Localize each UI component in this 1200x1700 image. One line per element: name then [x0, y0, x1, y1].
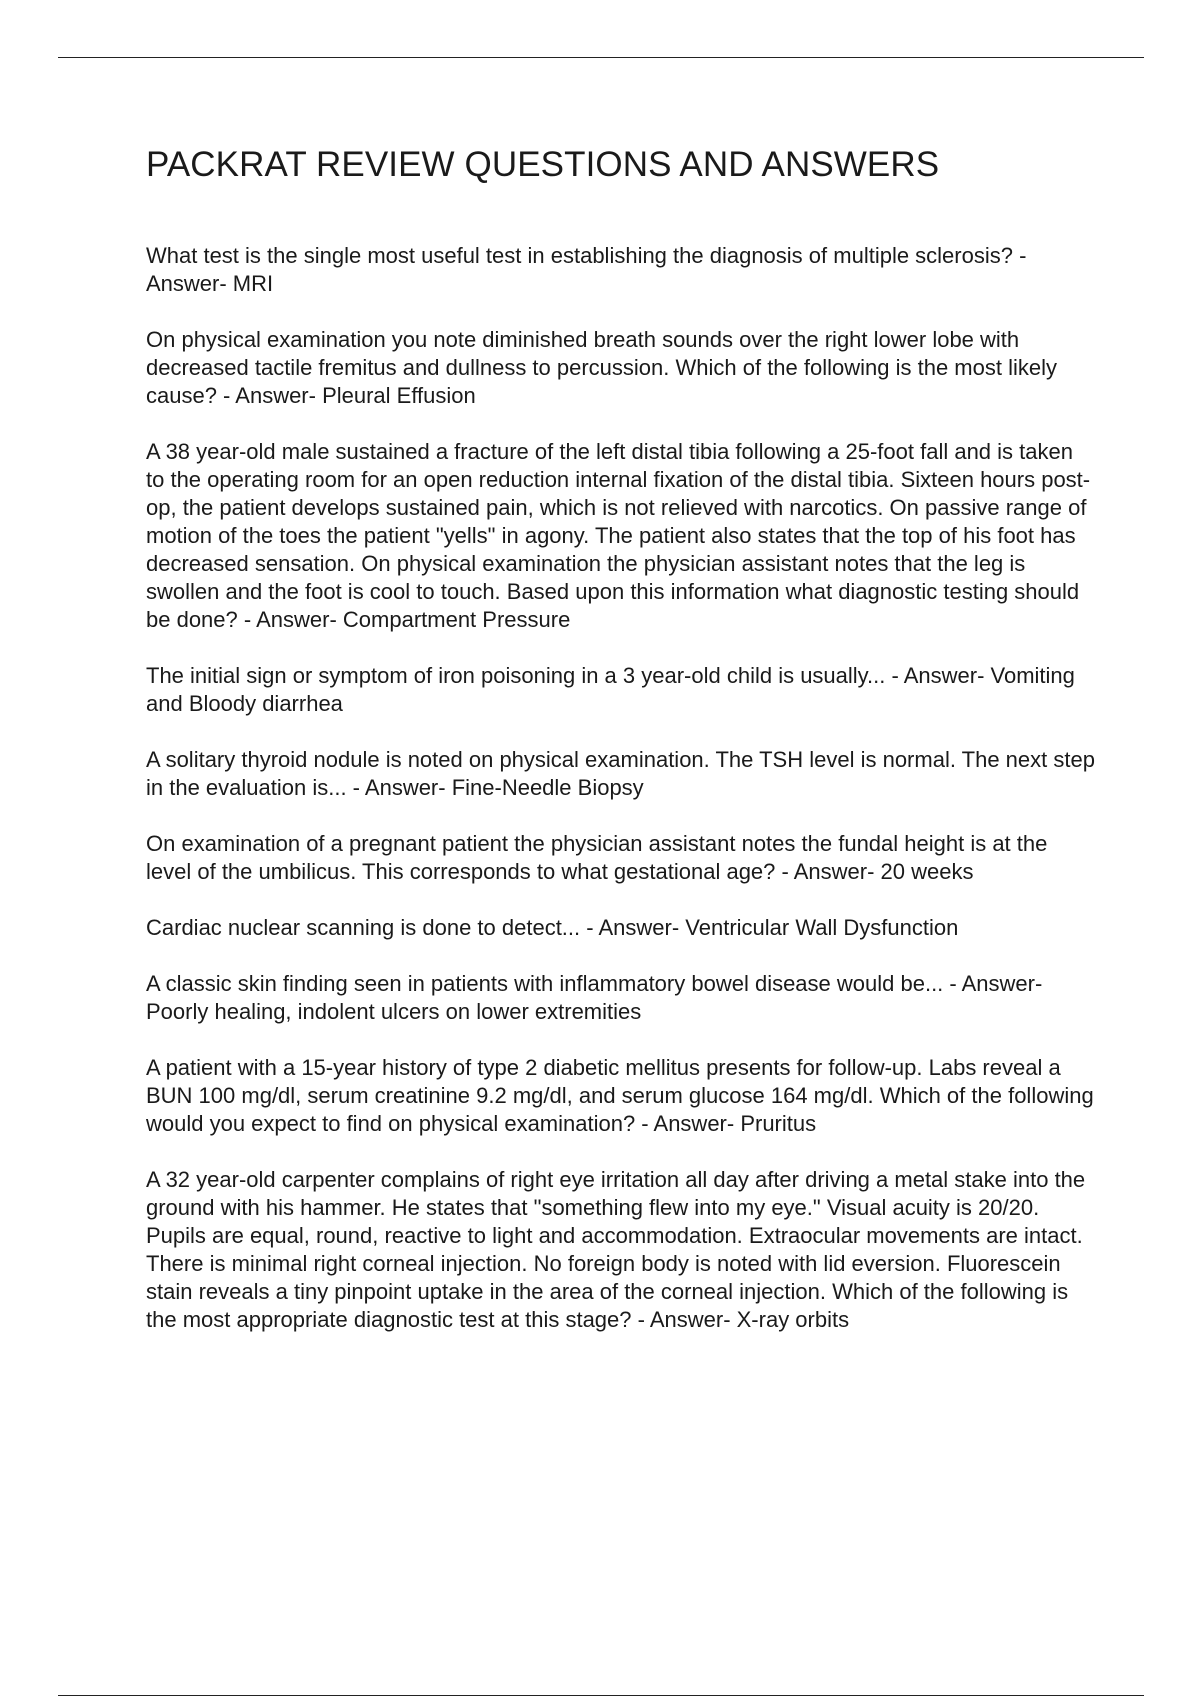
qa-item-1: What test is the single most useful test in establishing the diagnosis of multiple sclerosis? - Answer- MRI — [146, 243, 1027, 296]
page-title: PACKRAT REVIEW QUESTIONS AND ANSWERS — [146, 145, 940, 184]
footer-rule — [58, 1695, 1144, 1696]
qa-item-6: On examination of a pregnant patient the physician assistant notes the fundal height is at the level of the umbilicus. This corresponds to what gestational age? - Answer- 20 weeks — [146, 831, 1048, 884]
document-body — [146, 140, 1096, 1362]
qa-item-5: A solitary thyroid nodule is noted on physical examination. The TSH level is normal. The next step in the evaluation is... - Answer- Fine-Needle Biopsy — [146, 747, 1095, 800]
qa-item-9: A patient with a 15-year history of type 2 diabetic mellitus presents for follow-up. Labs reveal a BUN 100 mg/dl, serum creatinine 9.2 mg/dl, and serum glucose 164 mg/dl. Which of the following would you expect to find on physical examination? - Answer- Pruritus — [146, 1055, 1094, 1136]
qa-item-10: A 32 year-old carpenter complains of right eye irritation all day after driving a metal stake into the ground with his hammer. He states that "something flew into my eye." Visual acuity is 20/20. Pupils are equal, round, reactive to light and accommodation. Extraocular movements are intact. There is minimal right corneal injection. No foreign body is noted with lid eversion. Fluorescein stain reveals a tiny pinpoint uptake in the area of the corneal injection. Which of the following is the most appropriate diagnostic test at this stage? - Answer- X-ray orbits — [146, 1167, 1086, 1332]
header-rule — [58, 57, 1144, 58]
qa-item-2: On physical examination you note diminished breath sounds over the right lower lobe with decreased tactile fremitus and dullness to percussion. Which of the following is the most likely cause? - Answer- Pleural Effusion — [146, 327, 1057, 408]
qa-item-7: Cardiac nuclear scanning is done to detect... - Answer- Ventricular Wall Dysfunction — [146, 915, 959, 940]
qa-item-8: A classic skin finding seen in patients with inflammatory bowel disease would be... - Answer- Poorly healing, indolent ulcers on lower extremities — [146, 971, 1043, 1024]
qa-item-3: A 38 year-old male sustained a fracture of the left distal tibia following a 25-foot fall and is taken to the operating room for an open reduction internal fixation of the distal tibia. Sixteen hours post-op, the patient develops sustained pain, which is not relieved with narcotics. On passive range of motion of the toes the patient "yells" in agony. The patient also states that the top of his foot has decreased sensation. On physical examination the physician assistant notes that the leg is swollen and the foot is cool to touch. Based upon this information what diagnostic testing should be done? - Answer- Compartment Pressure — [146, 439, 1091, 632]
qa-item-4: The initial sign or symptom of iron poisoning in a 3 year-old child is usually... - Answer- Vomiting and Bloody diarrhea — [146, 663, 1075, 716]
qa-list — [146, 242, 1096, 1334]
